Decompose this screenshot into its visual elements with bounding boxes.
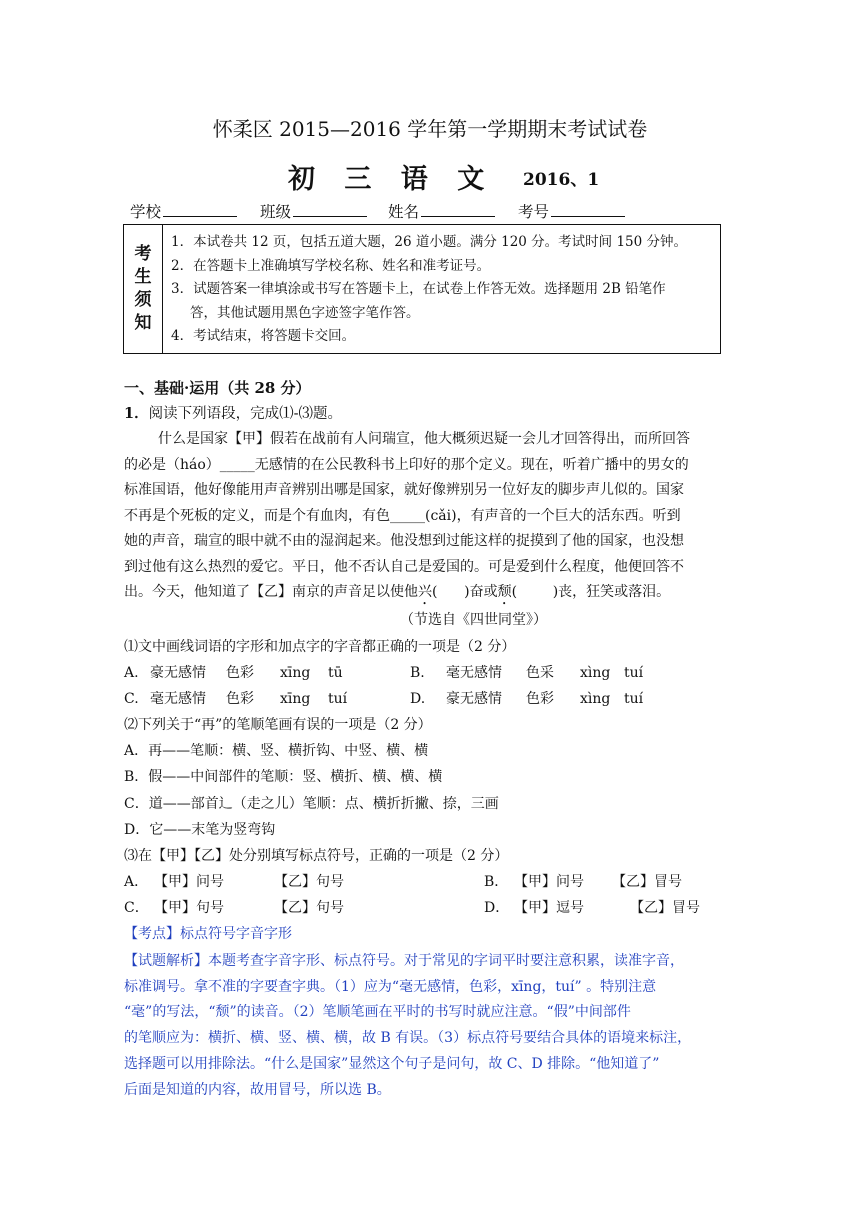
passage-line: 的必是（háo）_____无感情的在公民教科书上印好的那个定义。现在，听着广播中的男女的 [124,456,689,473]
exam-no-label: 考号 [518,203,550,221]
exam-date: 2016、1 [523,170,600,190]
exam-notice-box [123,224,721,354]
school-blank [163,202,237,217]
school-label: 学校 [130,203,162,221]
option-row [410,688,643,708]
analysis-line [124,949,724,975]
option-pinyin: xìng [580,691,611,707]
name-field [388,200,495,222]
option-pinyin: tuí [328,691,348,707]
option-row [124,871,344,891]
option-label: C. [124,691,139,707]
option-pinyin: xìng [580,665,611,681]
option-row: C．道——部首辶（走之儿）笔顺：点、横折折撇、捺，三画 [124,796,499,812]
notice-label [124,225,163,354]
exam-no-blank [551,202,625,217]
passage-source: （节选自《四世同堂》） [400,612,547,628]
option-label: B． [484,874,509,890]
passage-line [124,580,720,608]
analysis-line: 的笔顺应为：横折、横、竖、横、横，故 B 有误。（3）标点符号要结合具体的语境来标注， [124,1030,692,1047]
name-blank [421,202,495,217]
class-field [260,200,367,222]
option-pinyin: xīng [280,691,311,707]
option-label: A. [124,665,139,681]
option-text: 【乙】句号 [274,900,344,916]
option-text: 【乙】冒号 [612,874,682,890]
passage-line: 不再是个死板的定义，而是个有血肉，有色_____(cǎi)，有声音的一个巨大的活东西。听到 [124,507,681,524]
dotted-char-tui: 颓 [497,584,512,600]
option-pinyin: xīng [280,665,311,681]
analysis-line: 标准调号。拿不准的字要查字典。（1）应为“毫无感情，色彩，xīng，tuí” 。特别注意 [124,978,657,995]
option-text: 【乙】冒号 [630,900,700,916]
option-pinyin: tuí [624,665,644,681]
dotted-char-xing: 兴 [418,584,432,600]
passage-line: 到过他有这么热烈的爱它。平日，他不否认自己是爱国的。可是爱到什么程度，他便回答不 [124,558,684,575]
option-row [124,662,343,682]
key-point [124,923,292,943]
option-word: 豪无感情 [446,691,502,707]
option-row [124,688,347,708]
analysis-line: 后面是知道的内容，故用冒号，所以选 B。 [124,1081,391,1098]
option-text: 【甲】问号 [514,874,584,890]
option-text: 【乙】句号 [274,874,344,890]
analysis-line: 选择题可以用排除法。“什么是国家”显然这个句子是问句，故 C、D 排除。“他知道了” [124,1055,660,1072]
option-word: 色彩 [226,665,254,681]
notice-item: 2．在答题卡上准确填写学校名称、姓名和准考证号。 [171,257,491,274]
option-word: 毫无感情 [150,691,206,707]
option-text: 【甲】问号 [154,874,224,890]
class-blank [293,202,367,217]
option-row: D．它——末笔为竖弯钩 [124,822,276,838]
option-word: 色彩 [526,691,554,707]
option-label: C． [124,900,149,916]
passage-text: 丧，狂笑或落泪。 [558,584,671,600]
notice-item: 答，其他试题用黑色字迹签字笔作答。 [190,304,420,321]
option-label: D． [484,900,510,916]
notice-items [163,225,721,354]
notice-item: 1．本试卷共 12 页，包括五道大题，26 道小题。满分 120 分。考试时间 150 分钟。 [171,234,688,250]
option-row: B．假——中间部件的笔顺：竖、横折、横、横、横 [124,769,443,785]
section-heading: 一、基础·运用（共 28 分） [124,379,311,397]
passage-line: 她的声音，瑞宣的眼中就不由的湿润起来。他没想到过能这样的捉摸到了他的国家，也没想 [124,533,684,549]
option-label: B. [410,665,425,681]
option-row [484,897,700,917]
key-point-text: 标点符号字音字形 [180,926,292,942]
option-pinyin: tū [328,665,343,681]
class-label: 班级 [260,203,292,221]
answer-analysis [124,949,724,1103]
school-field [130,200,237,222]
passage-line: 标准国语，他好像能用声音辨别出哪是国家，就好像辨别另一位好友的脚步声儿似的。国家 [124,482,684,498]
pinyin-blank: ( ) [432,584,470,600]
analysis-line: “毫”的写法，“颓”的读音。（2）笔顺笔画在平时的书写时就应注意。“假”中间部件 [124,1004,631,1021]
option-text: 【甲】句号 [154,900,224,916]
sub-question-1: ⑴文中画线词语的字形和加点字的字音都正确的一项是（2 分） [124,639,516,655]
name-label: 姓名 [388,203,420,221]
question-1-prompt [124,402,342,423]
question-number: 1． [124,405,149,422]
subject-title: 初 三 语 文 [288,164,495,195]
passage-text: 奋或 [469,584,498,600]
exam-title: 怀柔区 2015—2016 学年第一学期期末考试试卷 [212,117,648,141]
option-row [410,662,643,682]
option-word: 色彩 [226,691,254,707]
sub-question-3: ⑶在【甲】【乙】处分别填写标点符号，正确的一项是（2 分） [124,848,509,864]
option-label: D. [410,691,426,707]
notice-label-char: 知 [134,312,152,333]
analysis-tag: 【试题解析】 [124,953,208,969]
notice-item: 3．试题答案一律填涂或书写在答题卡上，在试卷上作答无效。选择题用 2B 铅笔作 [171,281,666,297]
analysis-text: 本题考查字音字形、标点符号。对于常见的字词平时要注意积累，读准字音， [208,953,684,969]
option-row [124,897,344,917]
notice-label-char: 考 [134,243,152,264]
pinyin-blank: ( ) [511,584,559,600]
key-point-tag: 【考点】 [124,926,180,942]
notice-item: 4．考试结束，将答题卡交回。 [171,328,356,344]
option-word: 豪无感情 [150,665,206,681]
passage-line: 什么是国家【甲】假若在战前有人问瑞宣，他大概须迟疑一会儿才回答得出，而所回答 [158,431,690,447]
option-pinyin: tuí [624,691,644,707]
reading-passage [124,427,720,634]
exam-no-field [518,200,625,222]
option-row [484,871,682,891]
option-text: 【甲】逗号 [514,900,584,916]
notice-label-char: 生 [134,266,152,287]
question-text: 阅读下列语段，完成⑴-⑶题。 [148,406,342,422]
passage-text: 出。今天，他知道了【乙】南京的声音足以使他 [124,584,418,600]
notice-label-char: 须 [134,289,152,310]
option-word: 色采 [526,665,554,681]
sub-question-2: ⑵下列关于“再”的笔顺笔画有误的一项是（2 分） [124,717,432,733]
option-label: A． [124,874,149,890]
option-row: A．再——笔顺：横、竖、横折钩、中竖、横、横 [124,743,429,759]
option-word: 毫无感情 [446,665,502,681]
